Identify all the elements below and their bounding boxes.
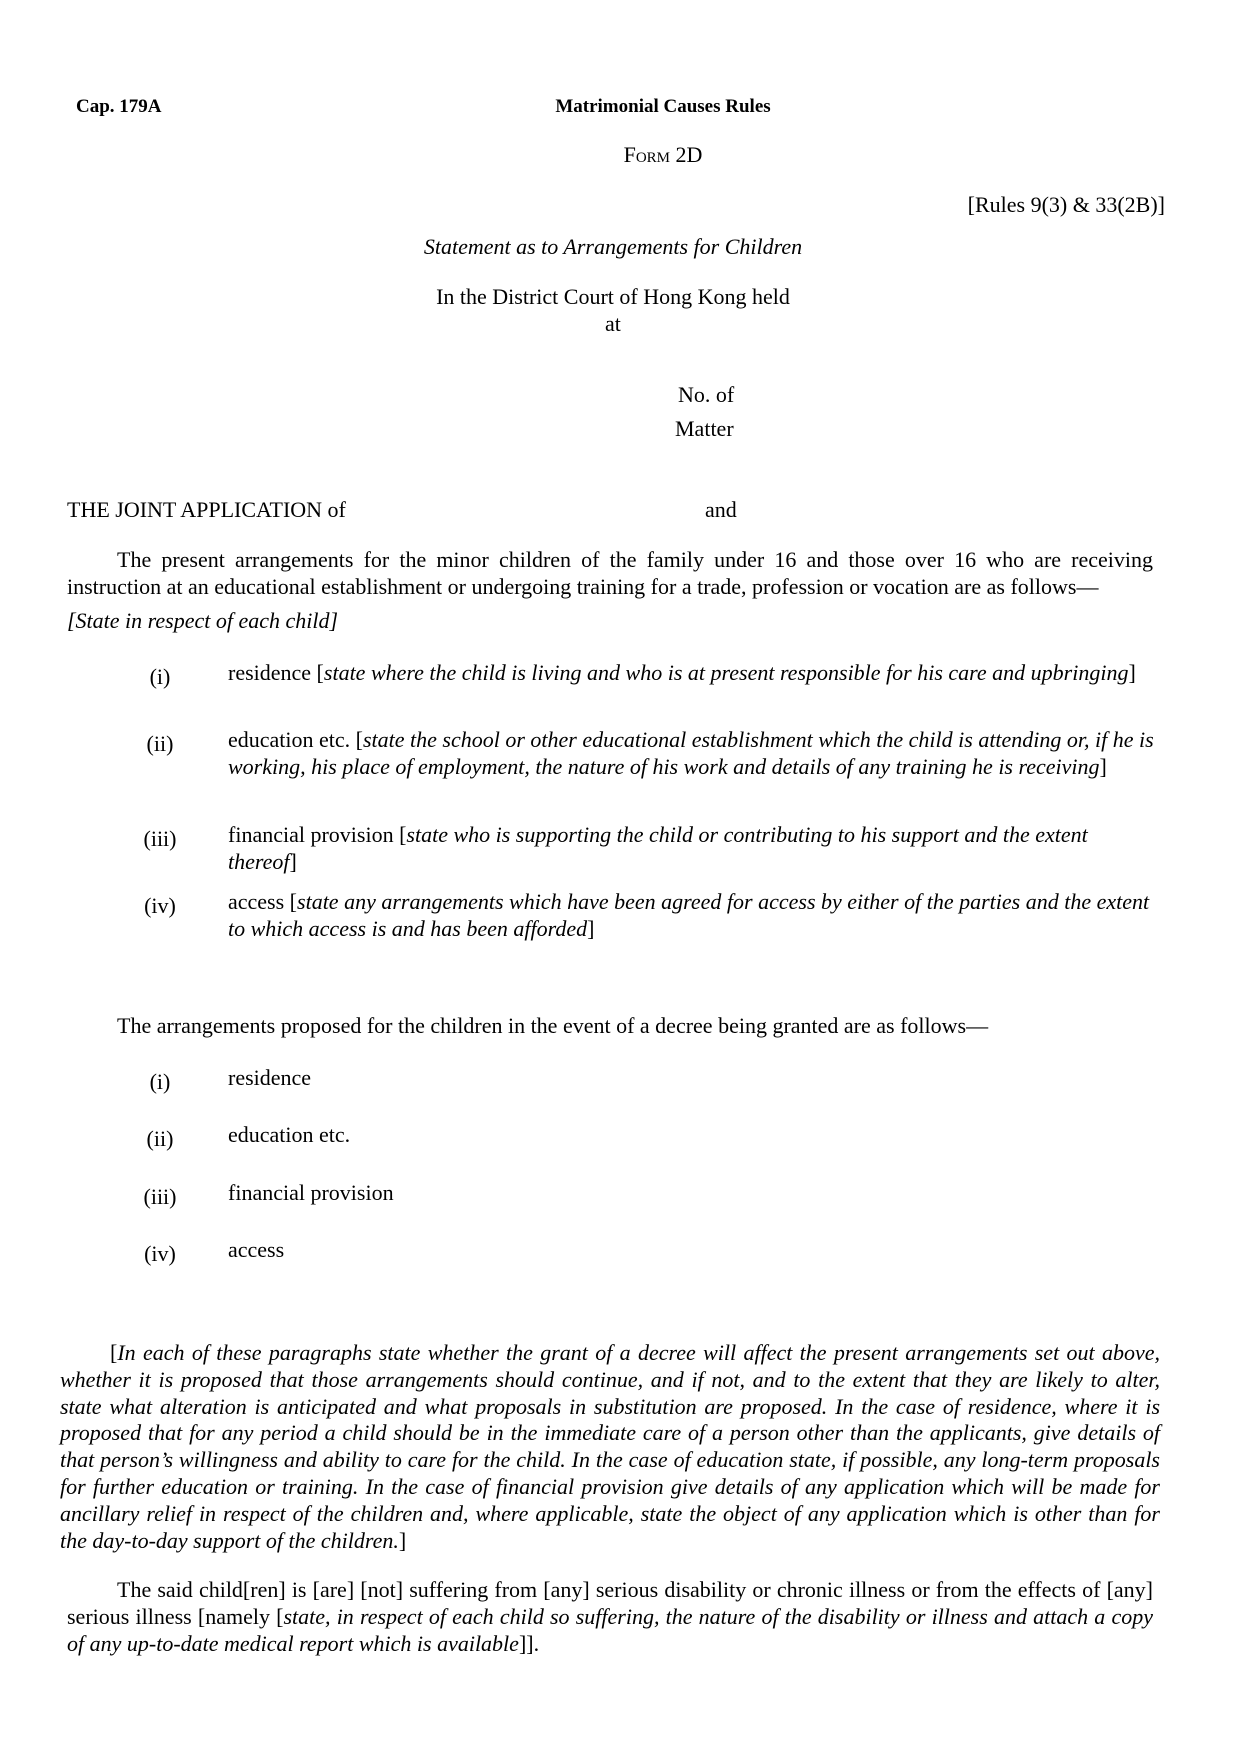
list-item-label: access — [228, 1237, 285, 1262]
form-name: Form 2D — [623, 142, 703, 167]
item-label: education etc. [ — [228, 727, 363, 752]
list-number: (iv) — [144, 1241, 176, 1266]
disability-note: state, in respect of each child so suffering, the nature of the disability or illness and attach a copy of any up-to-date medical report which is available — [67, 1603, 1153, 1656]
item-note: state any arrangements which have been agreed for access by either of the parties and the extent to which access is and has been afforded — [228, 889, 1150, 941]
guidance-text: In each of these paragraphs state whether the grant of a decree will affect the present arrangements set out above, whether it is proposed that those arrangements should continue, and if not, and to the extent that they are likely to alter, state what alteration is anticipated and what proposals in substitution are proposed. In the case of residence, where it is proposed that for any period a child should be in the immediate care of a person other than the applicants, give details of that person’s willingness and ability to care for the child. In the case of education state, if possible, any long-term proposals for further education or training. In the case of financial provision give details of any application which will be made for ancillary relief in respect of the children and, where applicable, state the object of any application which is other than for the day-to-day support of the children. — [60, 1340, 1160, 1553]
list-number: (iv) — [144, 893, 176, 918]
court-line: In the District Court of Hong Kong held — [436, 284, 790, 309]
list-number: (iii) — [143, 826, 177, 851]
list-number: (iii) — [143, 1184, 177, 1209]
list-item-text — [228, 889, 1158, 943]
list-item-text — [228, 822, 1158, 876]
guidance-paragraph — [60, 1340, 1160, 1555]
guidance-open-bracket: [ — [110, 1340, 118, 1365]
item-close: ] — [1128, 660, 1136, 685]
item-note: state who is supporting the child or contributing to his support and the extent thereof — [228, 822, 1088, 874]
disability-close: ]]. — [518, 1630, 540, 1656]
item-close: ] — [1099, 753, 1107, 779]
document-title: Matrimonial Causes Rules — [555, 96, 771, 117]
list-item-text — [228, 727, 1158, 781]
present-arrangements-intro — [67, 547, 1153, 601]
proposed-arrangements-intro: The arrangements proposed for the children in the event of a decree being granted are as follows— — [117, 1013, 989, 1038]
list-item-label: education etc. — [228, 1122, 351, 1147]
list-item-label: financial provision — [228, 1180, 394, 1205]
case-number-label: No. of — [678, 382, 735, 407]
list-number: (i) — [149, 1069, 171, 1094]
matter-label: Matter — [675, 416, 734, 441]
chapter-number: Cap. 179A — [76, 96, 162, 117]
present-arrangements-text: The present arrangements for the minor children of the family under 16 and those over 16 who are receiving instruction at an educational establishment or undergoing training for a trade, profession or vocation are as follows— — [67, 547, 1153, 599]
statement-heading: Statement as to Arrangements for Children — [423, 234, 803, 259]
guidance-close-bracket: ] — [398, 1527, 407, 1553]
and-label: and — [705, 497, 737, 522]
item-label: access [ — [228, 889, 298, 914]
item-close: ] — [289, 848, 297, 874]
list-item-label: residence — [228, 1065, 312, 1090]
disability-paragraph — [67, 1577, 1153, 1657]
list-number: (ii) — [146, 731, 174, 756]
item-note: state the school or other educational establishment which the child is attending or, if he is working, his place of employment, the nature of his work and details of any training he is receiving — [228, 727, 1154, 779]
list-item-text — [228, 660, 1158, 687]
item-label: residence [ — [228, 660, 324, 685]
item-close: ] — [587, 915, 595, 941]
item-note: state where the child is living and who is at present responsible for his care and upbringing — [323, 660, 1129, 685]
present-arrangements-instruction: [State in respect of each child] — [67, 608, 339, 633]
joint-application-label: THE JOINT APPLICATION of — [67, 497, 346, 522]
disability-text: The said child[ren] is [are] [not] suffering from [any] serious disability or chronic illness or from the effects of [any] serious illness [namely [ — [67, 1577, 1153, 1629]
item-label: financial provision [ — [228, 822, 407, 847]
court-held-at: at — [605, 311, 621, 336]
list-number: (i) — [149, 664, 171, 689]
rules-reference: [Rules 9(3) & 33(2B)] — [967, 192, 1165, 217]
list-number: (ii) — [146, 1126, 174, 1151]
